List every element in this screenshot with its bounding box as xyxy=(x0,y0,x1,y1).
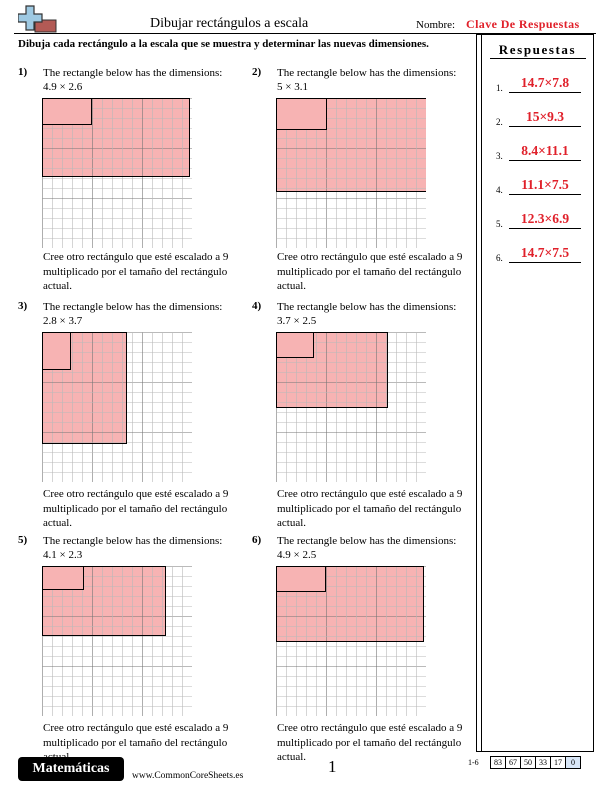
name-value: Clave De Respuestas xyxy=(466,17,580,31)
answer-key-inner-border xyxy=(481,34,594,752)
problem-number: 2) xyxy=(252,66,262,78)
answer-number: 5. xyxy=(496,219,503,229)
problem-prompt xyxy=(43,534,233,562)
grid-with-rectangle xyxy=(42,566,192,716)
problem-prompt-line: The rectangle below has the dimensions: xyxy=(43,535,223,547)
problem-number: 1) xyxy=(18,66,28,78)
problem-dimensions: 4.9 × 2.6 xyxy=(43,81,83,93)
problem-instruction: Cree otro rectángulo que esté escalado a 9 multiplicado por el tamaño del rectángulo actual. xyxy=(43,488,229,529)
problem-prompt-line: The rectangle below has the dimensions: xyxy=(277,535,457,547)
problem-dimensions: 2.8 × 3.7 xyxy=(43,315,83,327)
answer-value: 12.3×6.9 xyxy=(509,211,581,229)
original-rectangle xyxy=(277,333,314,358)
score-cell: 50 xyxy=(521,757,536,769)
problem-dimensions: 3.7 × 2.5 xyxy=(277,315,317,327)
footer-url: www.CommonCoreSheets.es xyxy=(132,771,244,781)
problem-prompt-line: The rectangle below has the dimensions: xyxy=(277,67,457,79)
answer-number: 2. xyxy=(496,117,503,127)
page-number: 1 xyxy=(328,757,337,776)
grid-with-rectangle xyxy=(42,332,192,482)
problem-dimensions: 5 × 3.1 xyxy=(277,81,308,93)
original-rectangle xyxy=(277,567,326,592)
problem-number: 4) xyxy=(252,300,262,312)
answer-value: 14.7×7.8 xyxy=(509,75,581,93)
footer-logo: Matemáticas xyxy=(18,757,124,781)
problem-number: 3) xyxy=(18,300,28,312)
answers-divider xyxy=(490,58,586,59)
problem-prompt xyxy=(43,300,233,328)
answer-value: 11.1×7.5 xyxy=(509,177,581,195)
problem-prompt xyxy=(277,66,467,94)
answer-number: 3. xyxy=(496,151,503,161)
worksheet-title: Dibujar rectángulos a escala xyxy=(150,16,309,31)
score-cell: 17 xyxy=(551,757,566,769)
original-rectangle xyxy=(43,333,71,370)
answer-number: 1. xyxy=(496,83,503,93)
problem-dimensions: 4.1 × 2.3 xyxy=(43,549,83,561)
score-cell: 33 xyxy=(536,757,551,769)
problem-instruction: Cree otro rectángulo que esté escalado a 9 multiplicado por el tamaño del rectángulo xyxy=(43,722,229,749)
problem-dimensions: 4.9 × 2.5 xyxy=(277,549,317,561)
problem-number: 6) xyxy=(252,534,262,546)
answers-title: Respuestas xyxy=(498,42,577,57)
name-label: Nombre: xyxy=(416,19,456,31)
answer-number: 6. xyxy=(496,253,503,263)
problem-instruction: Cree otro rectángulo que esté escalado a 9 multiplicado por el tamaño del rectángulo actual. xyxy=(277,722,463,763)
score-cell: 67 xyxy=(506,757,521,769)
instructions: Dibuja cada rectángulo a la escala que se muestra y determinar las nuevas dimensiones. xyxy=(18,38,429,50)
problem-number: 5) xyxy=(18,534,28,546)
original-rectangle xyxy=(43,99,92,125)
original-rectangle xyxy=(43,567,84,590)
answer-number: 4. xyxy=(496,185,503,195)
grid-with-rectangle xyxy=(276,566,426,716)
problem-prompt-line: The rectangle below has the dimensions: xyxy=(277,301,457,313)
problem-instruction: Cree otro rectángulo que esté escalado a 9 multiplicado por el tamaño del rectángulo actual. xyxy=(43,251,229,292)
score-cell: 83 xyxy=(491,757,506,769)
problem-instruction: Cree otro rectángulo que esté escalado a 9 multiplicado por el tamaño del rectángulo actual. xyxy=(277,488,463,529)
score-cell: 0 xyxy=(566,757,581,769)
problem-prompt-line: The rectangle below has the dimensions: xyxy=(43,67,223,79)
problem-prompt xyxy=(277,534,467,562)
grid-with-rectangle xyxy=(42,98,192,248)
problem-instruction: Cree otro rectángulo que esté escalado a 9 multiplicado por el tamaño del rectángulo actual. xyxy=(277,251,463,292)
answer-value: 8.4×11.1 xyxy=(509,143,581,161)
score-table xyxy=(490,756,581,769)
answer-value: 15×9.3 xyxy=(509,109,581,127)
problem-prompt-line: The rectangle below has the dimensions: xyxy=(43,301,223,313)
score-range-label: 1-6 xyxy=(468,758,479,767)
grid-with-rectangle xyxy=(276,98,426,248)
problem-prompt xyxy=(43,66,233,94)
answer-value: 14.7×7.5 xyxy=(509,245,581,263)
grid-with-rectangle xyxy=(276,332,426,482)
original-rectangle xyxy=(277,99,327,130)
problem-prompt xyxy=(277,300,467,328)
